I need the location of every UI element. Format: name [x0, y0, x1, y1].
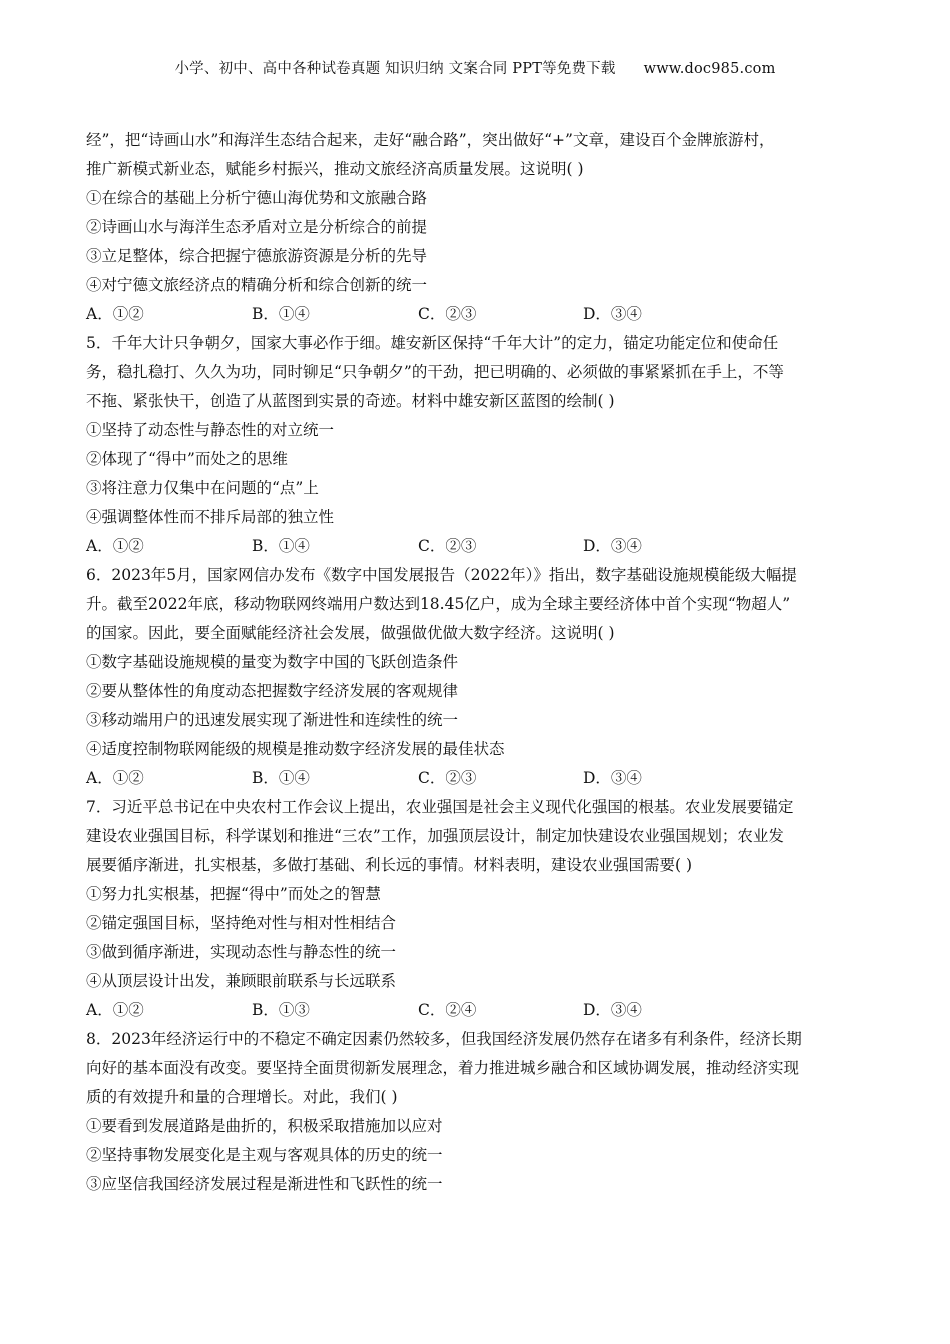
- answer-choice[interactable]: B．①④: [252, 537, 310, 555]
- question-stem-line: 不拖、紧张快干，创造了从蓝图到实景的奇迹。材料中雄安新区蓝图的绘制( ): [86, 392, 615, 410]
- answer-choice[interactable]: A．①②: [86, 769, 144, 787]
- question-block: [86, 561, 866, 793]
- question-stem-line: 5．千年大计只争朝夕，国家大事必作于细。雄安新区保持“千年大计”的定力，锚定功能定位和使命任: [86, 334, 779, 352]
- question-stem-line: 7．习近平总书记在中央农村工作会议上提出，农业强国是社会主义现代化强国的根基。农业发展要锚定: [86, 798, 794, 816]
- answer-choice[interactable]: A．①②: [86, 305, 144, 323]
- answer-choices: [86, 996, 866, 1025]
- document-body: [86, 126, 866, 1199]
- question-block: [86, 329, 866, 561]
- page-header: [0, 57, 950, 78]
- statement-option: ①在综合的基础上分析宁德山海优势和文旅融合路: [86, 189, 428, 207]
- answer-choice[interactable]: C．②③: [418, 769, 477, 787]
- statement-option: ③移动端用户的迅速发展实现了渐进性和连续性的统一: [86, 711, 459, 729]
- question-stem-line: 展要循序渐进，扎实根基，多做打基础、利长远的事情。材料表明，建设农业强国需要( ): [86, 856, 693, 874]
- question-stem-line: 升。截至2022年底，移动物联网终端用户数达到18.45亿户，成为全球主要经济体中首个实现“物超人”: [86, 595, 791, 613]
- answer-choices: [86, 300, 866, 329]
- answer-choice[interactable]: B．①④: [252, 769, 310, 787]
- question-stem-line: 建设农业强国目标，科学谋划和推进“三农”工作，加强顶层设计，制定加快建设农业强国规划；农业发: [86, 827, 784, 845]
- header-site: www.doc985.com: [643, 61, 776, 77]
- statement-option: ②坚持事物发展变化是主观与客观具体的历史的统一: [86, 1146, 443, 1164]
- statement-option: ②诗画山水与海洋生态矛盾对立是分析综合的前提: [86, 218, 428, 236]
- statement-option: ③立足整体，综合把握宁德旅游资源是分析的先导: [86, 247, 428, 265]
- statement-option: ①努力扎实根基，把握“得中”而处之的智慧: [86, 885, 381, 903]
- answer-choice[interactable]: D．③④: [583, 305, 642, 323]
- question-stem-line: 质的有效提升和量的合理增长。对此，我们( ): [86, 1088, 398, 1106]
- question-stem-line: 的国家。因此，要全面赋能经济社会发展，做强做优做大数字经济。这说明( ): [86, 624, 615, 642]
- header-text: 小学、初中、高中各种试卷真题 知识归纳 文案合同 PPT等免费下载: [174, 61, 616, 77]
- question-stem-line: 经”，把“诗画山水”和海洋生态结合起来，走好“融合路”，突出做好“+”文章，建设百个金牌旅游村，: [86, 131, 775, 149]
- question-stem-line: 务，稳扎稳打、久久为功，同时铆足“只争朝夕”的干劲，把已明确的、必须做的事紧紧抓在手上，不等: [86, 363, 784, 381]
- statement-option: ①坚持了动态性与静态性的对立统一: [86, 421, 335, 439]
- statement-option: ①数字基础设施规模的量变为数字中国的飞跃创造条件: [86, 653, 459, 671]
- statement-option: ④适度控制物联网能级的规模是推动数字经济发展的最佳状态: [86, 740, 505, 758]
- statement-option: ③将注意力仅集中在问题的“点”上: [86, 479, 319, 497]
- statement-option: ②要从整体性的角度动态把握数字经济发展的客观规律: [86, 682, 459, 700]
- statement-option: ①要看到发展道路是曲折的，积极采取措施加以应对: [86, 1117, 443, 1135]
- answer-choice[interactable]: D．③④: [583, 537, 642, 555]
- statement-option: ②锚定强国目标，坚持绝对性与相对性相结合: [86, 914, 397, 932]
- answer-choice[interactable]: D．③④: [583, 769, 642, 787]
- statement-option: ③应坚信我国经济发展过程是渐进性和飞跃性的统一: [86, 1175, 443, 1193]
- answer-choice[interactable]: D．③④: [583, 1001, 642, 1019]
- statement-option: ④从顶层设计出发，兼顾眼前联系与长远联系: [86, 972, 397, 990]
- answer-choice[interactable]: A．①②: [86, 1001, 144, 1019]
- answer-choices: [86, 532, 866, 561]
- answer-choice[interactable]: C．②④: [418, 1001, 477, 1019]
- statement-option: ④强调整体性而不排斥局部的独立性: [86, 508, 335, 526]
- question-stem-line: 向好的基本面没有改变。要坚持全面贯彻新发展理念，着力推进城乡融合和区域协调发展，推动经济实现: [86, 1059, 800, 1077]
- answer-choices: [86, 764, 866, 793]
- question-block: [86, 1025, 866, 1199]
- question-block: [86, 126, 866, 329]
- question-stem-line: 推广新模式新业态，赋能乡村振兴，推动文旅经济高质量发展。这说明( ): [86, 160, 584, 178]
- answer-choice[interactable]: C．②③: [418, 537, 477, 555]
- answer-choice[interactable]: B．①④: [252, 305, 310, 323]
- answer-choice[interactable]: A．①②: [86, 537, 144, 555]
- question-stem-line: 6．2023年5月，国家网信办发布《数字中国发展报告（2022年）》指出，数字基础设施规模能级大幅提: [86, 566, 797, 584]
- question-block: [86, 793, 866, 1025]
- statement-option: ④对宁德文旅经济点的精确分析和综合创新的统一: [86, 276, 428, 294]
- answer-choice[interactable]: C．②③: [418, 305, 477, 323]
- answer-choice[interactable]: B．①③: [252, 1001, 310, 1019]
- statement-option: ②体现了“得中”而处之的思维: [86, 450, 288, 468]
- statement-option: ③做到循序渐进，实现动态性与静态性的统一: [86, 943, 397, 961]
- question-stem-line: 8．2023年经济运行中的不稳定不确定因素仍然较多，但我国经济发展仍然存在诸多有利条件，经济长期: [86, 1030, 802, 1048]
